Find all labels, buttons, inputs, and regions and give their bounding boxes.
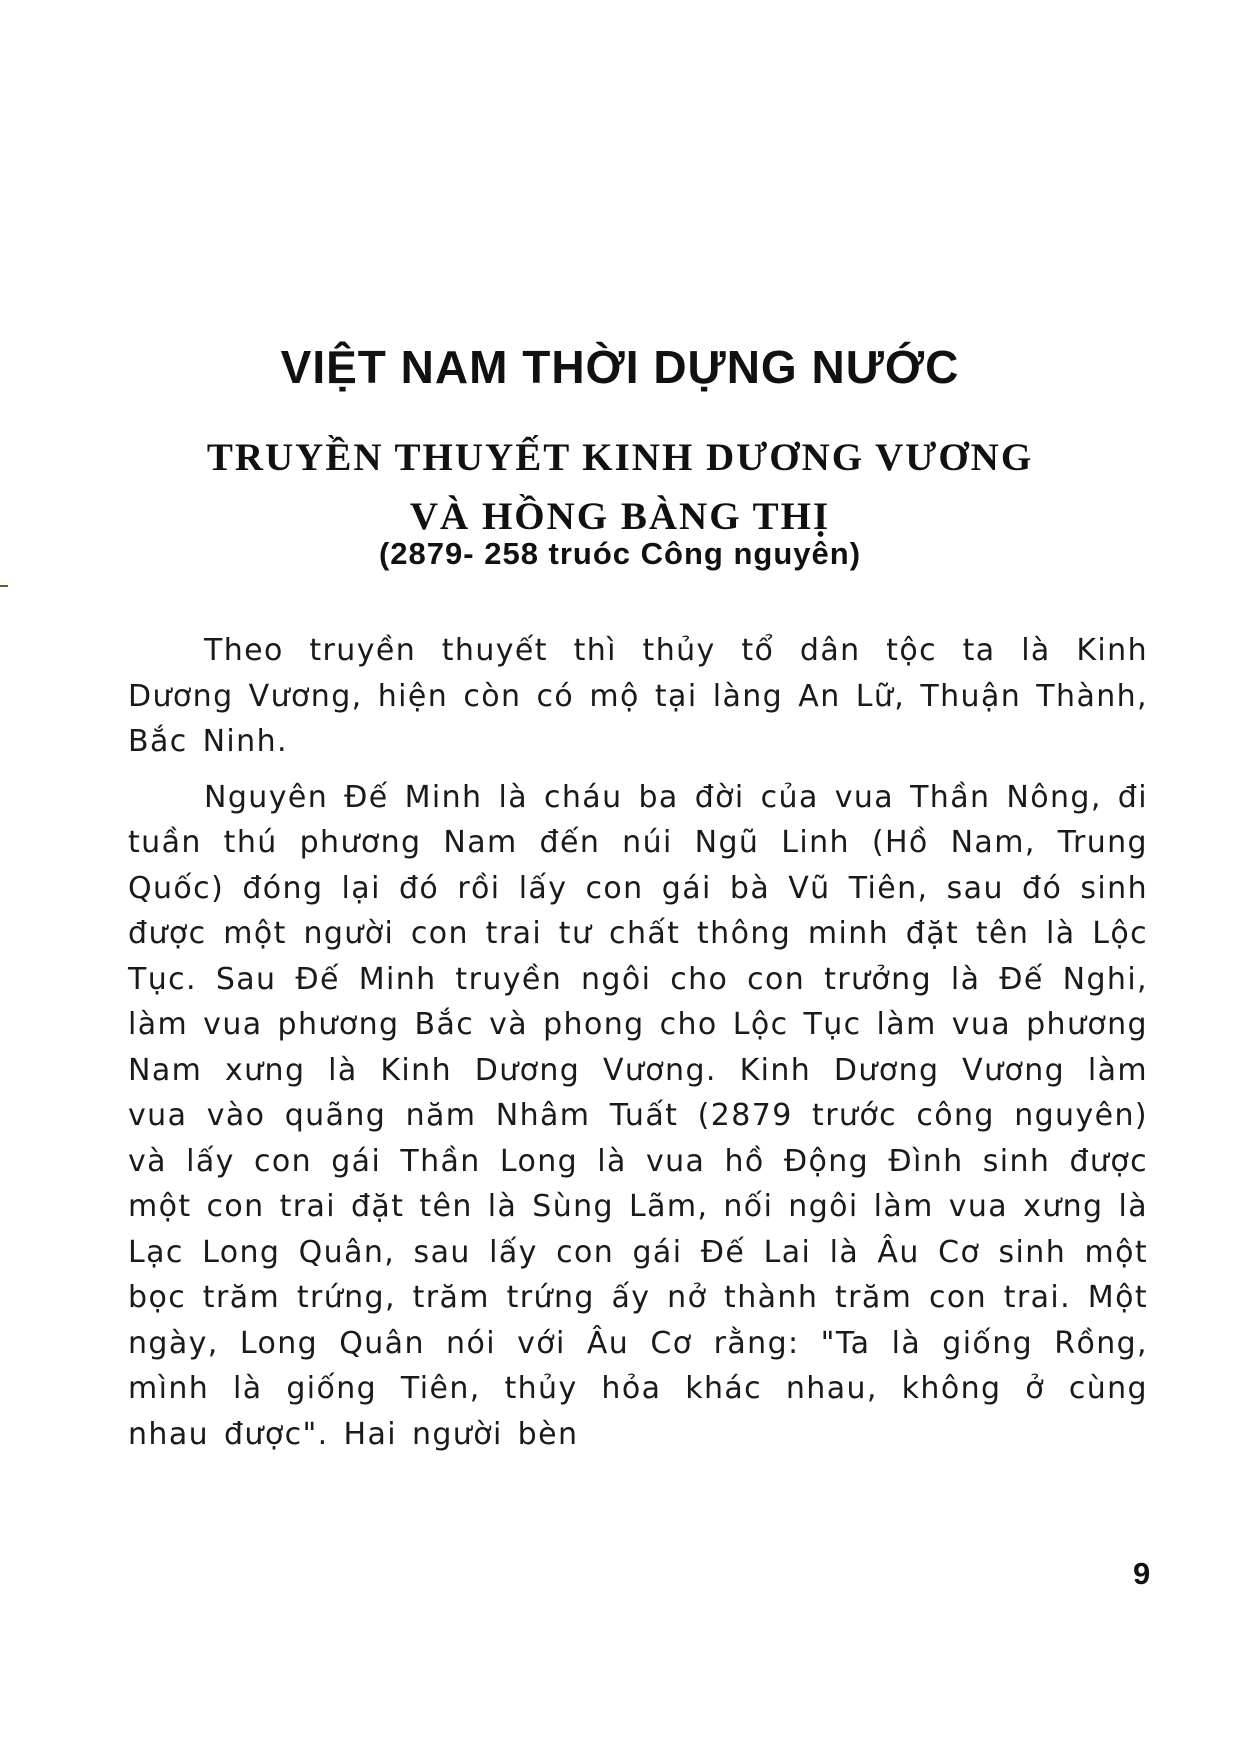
section-title — [0, 428, 1240, 546]
page-edge-mark — [0, 585, 8, 587]
body-text — [128, 628, 1148, 1467]
paragraph-2: Nguyên Đế Minh là cháu ba đời của vua Thần Nông, đi tuần thú phương Nam đến núi Ngũ Linh (Hồ Nam, Trung Quốc) đóng lại đó rồi lấy con gái bà Vũ Tiên, sau đó sinh được một người con trai tư chất thông minh đặt tên là Lộc Tục. Sau Đế Minh truyền ngôi cho con trưởng là Đế Nghi, làm vua phương Bắc và phong cho Lộc Tục làm vua phương Nam xưng là Kinh Dương Vương. Kinh Dương Vương làm vua vào quãng năm Nhâm Tuất (2879 trước công nguyên) và lấy con gái Thần Long là vua hồ Động Đình sinh được một con trai đặt tên là Sùng Lãm, nối ngôi làm vua xưng là Lạc Long Quân, sau lấy con gái Đế Lai là Âu Cơ sinh một bọc trăm trứng, trăm trứng ấy nở thành trăm con trai. Một ngày, Long Quân nói với Âu Cơ rằng: "Ta là giống Rồng, mình là giống Tiên, thủy hỏa khác nhau, không ở cùng nhau được". Hai người bèn — [128, 779, 1148, 1452]
section-title-line-2: VÀ HỒNG BÀNG THỊ — [409, 495, 831, 538]
chapter-title: VIỆT NAM THỜI DỰNG NƯỚC — [280, 341, 960, 393]
page-number: 9 — [1133, 1556, 1151, 1591]
section-date-range: (2879- 258 truóc Công nguyên) — [378, 536, 862, 571]
paragraph-1: Theo truyền thuyết thì thủy tổ dân tộc ta là Kinh Dương Vương, hiện còn có mộ tại làng An Lữ, Thuận Thành, Bắc Ninh. — [128, 633, 1148, 759]
section-title-line-1: TRUYỀN THUYẾT KINH DƯƠNG VƯƠNG — [206, 436, 1034, 479]
